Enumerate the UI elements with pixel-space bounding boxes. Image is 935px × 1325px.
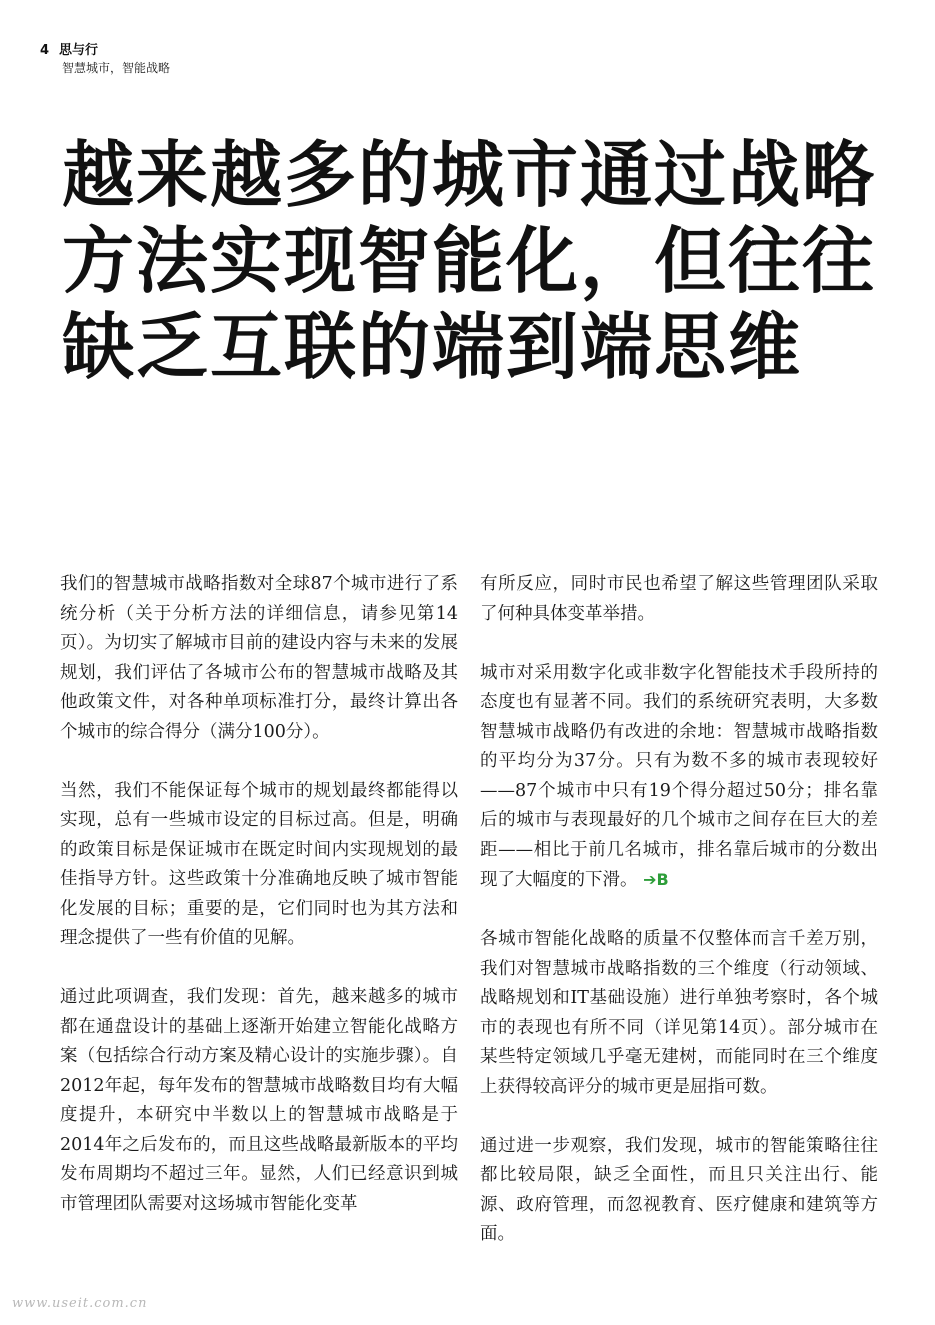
paragraph: 通过此项调查，我们发现：首先，越来越多的城市都在通盘设计的基础上逐渐开始建立智能化战略方案（包括综合行动方案及精心设计的实施步骤）。自2012年起，每年发布的智慧城市战略数目均有大幅度提升，本研究中半数以上的智慧城市战略是于2014年之后发布的，而且这些战略最新版本的平均发布周期均不超过三年。显然，人们已经意识到城市管理团队需要对这场城市智能化变革: [60, 987, 458, 1214]
header-subtitle: 智慧城市，智能战略: [62, 61, 171, 75]
title-line-1: 越来越多的城市通过战略: [62, 133, 877, 217]
page-header: [40, 42, 170, 76]
paragraph: 通过进一步观察，我们发现，城市的智能策略往往都比较局限，缺乏全面性，而且只关注出行、能源、政府管理，而忽视教育、医疗健康和建筑等方面。: [480, 1135, 878, 1244]
right-column: [480, 570, 878, 1279]
header-section: [40, 42, 170, 60]
paragraph-with-ref: [480, 659, 878, 896]
watermark: www.useit.com.cn: [12, 1296, 148, 1311]
paragraph-text: 城市对采用数字化或非数字化智能技术手段所持的态度也有显著不同。我们的系统研究表明，大多数智慧城市战略仍有改进的余地：智慧城市战略指数的平均分为37分。只有为数不多的城市表现较好——87个城市中只有19个得分超过50分；排名靠后的城市与表现最好的几个城市之间存在巨大的差距——相比于前几名城市，排名靠后城市的分数出现了大幅度的下滑。: [480, 662, 878, 890]
left-column: [60, 570, 458, 1249]
title-line-2: 方法实现智能化，但往往: [62, 219, 877, 303]
page-number: 4: [40, 43, 50, 58]
page-title: [62, 132, 892, 390]
paragraph: 各城市智能化战略的质量不仅整体而言千差万别，我们对智慧城市战略指数的三个维度（行动领域、战略规划和IT基础设施）进行单独考察时，各个城市的表现也有所不同（详见第14页）。部分城市在某些特定领域几乎毫无建树，而能同时在三个维度上获得较高评分的城市更是屈指可数。: [480, 929, 878, 1097]
exhibit-reference-link[interactable]: ➔B: [643, 870, 669, 889]
paragraph: 当然，我们不能保证每个城市的规划最终都能得以实现，总有一些城市设定的目标过高。但是，明确的政策目标是保证城市在既定时间内实现规划的最佳指导方针。这些政策十分准确地反映了城市智能化发展的目标；重要的是，它们同时也为其方法和理念提供了一些有价值的见解。: [60, 780, 458, 948]
title-line-3: 缺乏互联的端到端思维: [62, 305, 803, 389]
paragraph: 有所反应，同时市民也希望了解这些管理团队采取了何种具体变革举措。: [480, 574, 878, 624]
paragraph: 我们的智慧城市战略指数对全球87个城市进行了系统分析（关于分析方法的详细信息，请参见第14页）。为切实了解城市目前的建设内容与未来的发展规划，我们评估了各城市公布的智慧城市战略及其他政策文件，对各种单项标准打分，最终计算出各个城市的综合得分（满分100分）。: [60, 574, 458, 742]
section-name: 思与行: [59, 43, 99, 58]
